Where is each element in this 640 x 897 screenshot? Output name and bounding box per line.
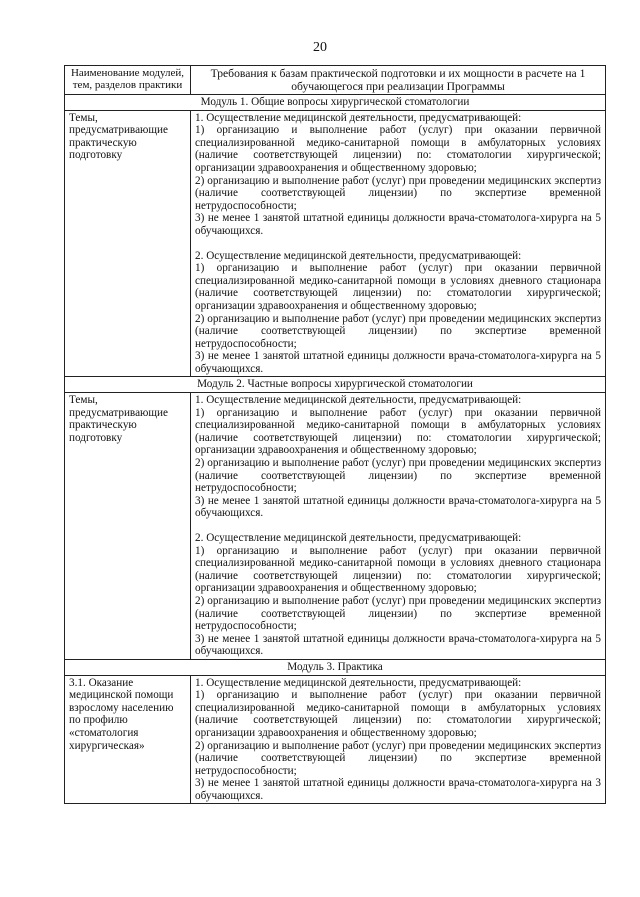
requirement-line: 2. Осуществление медицинской деятельности, предусматривающей: — [195, 249, 522, 262]
requirement-block — [195, 677, 601, 803]
requirements-cell — [191, 675, 606, 804]
requirement-line: 3) не менее 1 занятой штатной единицы должности врача-стоматолога-хирурга на 5 обучающихся. — [195, 494, 601, 520]
topic-cell: Темы, предусматривающие практическую подготовку — [65, 393, 191, 660]
requirement-block — [195, 112, 601, 238]
requirement-line: 1) организацию и выполнение работ (услуг) при оказании первичной специализированной медико-санитарной помощи в амбулаторных условиях (наличие соответствующей лицензии) по: стоматологии хирургической; организации здравоохранения и общественному здоровью; — [195, 406, 601, 457]
requirement-line: 1. Осуществление медицинской деятельности, предусматривающей: — [195, 111, 522, 124]
requirement-block — [195, 394, 601, 520]
requirement-line: 1) организацию и выполнение работ (услуг) при оказании первичной специализированной медико-санитарной помощи в амбулаторных условиях (наличие соответствующей лицензии) по: стоматологии хирургической; организации здравоохранения и общественному здоровью; — [195, 689, 601, 739]
requirement-line: 1. Осуществление медицинской деятельности, предусматривающей: — [195, 676, 522, 689]
module-title: Модуль 3. Практика — [65, 659, 606, 675]
requirements-cell — [191, 393, 606, 660]
requirement-line: 1) организацию и выполнение работ (услуг) при оказании первичной специализированной медико-санитарной помощи в условиях дневного стационара (наличие соответствующей лицензии) по: стоматологии хирургической; организации здравоохранения и общественному здоровью; — [195, 544, 601, 595]
module-title: Модуль 2. Частные вопросы хирургической стоматологии — [65, 377, 606, 393]
requirement-line: 2) организацию и выполнение работ (услуг) при проведении медицинских экспертиз (наличие соответствующей лицензии) по экспертизе временной нетрудоспособности; — [195, 594, 601, 633]
requirements-table — [64, 65, 606, 804]
requirement-line: 1) организацию и выполнение работ (услуг) при оказании первичной специализированной медико-санитарной помощи в условиях дневного стационара (наличие соответствующей лицензии) по: стоматологии хирургической; организации здравоохранения и общественному здоровью; — [195, 262, 601, 312]
requirement-line: 2) организацию и выполнение работ (услуг) при проведении медицинских экспертиз (наличие соответствующей лицензии) по экспертизе временной нетрудоспособности; — [195, 457, 601, 495]
table-header-row — [65, 66, 606, 95]
module-content-row — [65, 393, 606, 660]
requirement-line: 1. Осуществление медицинской деятельности, предусматривающей: — [195, 394, 522, 407]
requirement-line: 2) организацию и выполнение работ (услуг) при проведении медицинских экспертиз (наличие соответствующей лицензии) по экспертизе временной нетрудоспособности; — [195, 739, 601, 777]
module-content-row — [65, 675, 606, 804]
requirement-block — [195, 250, 601, 376]
module-title: Модуль 1. Общие вопросы хирургической стоматологии — [65, 95, 606, 111]
page-number: 20 — [313, 40, 327, 55]
module-title-row — [65, 377, 606, 393]
header-col-2: Требования к базам практической подготовки и их мощности в расчете на 1 обучающегося при реализации Программы — [191, 66, 606, 95]
requirement-line: 3) не менее 1 занятой штатной единицы должности врача-стоматолога-хирурга на 5 обучающихся. — [195, 212, 601, 237]
module-title-row — [65, 659, 606, 675]
requirements-cell — [191, 110, 606, 377]
header-col-1: Наименование модулей, тем, разделов практики — [65, 66, 191, 95]
requirement-line: 3) не менее 1 занятой штатной единицы должности врача-стоматолога-хирурга на 5 обучающихся. — [195, 350, 601, 375]
topic-cell: Темы, предусматривающие практическую подготовку — [65, 110, 191, 377]
requirement-line: 3) не менее 1 занятой штатной единицы должности врача-стоматолога-хирурга на 3 обучающихся. — [195, 777, 601, 802]
requirement-line: 2. Осуществление медицинской деятельности, предусматривающей: — [195, 532, 522, 544]
module-title-row — [65, 95, 606, 111]
module-content-row — [65, 110, 606, 377]
requirement-line: 1) организацию и выполнение работ (услуг) при оказании первичной специализированной медико-санитарной помощи в амбулаторных условиях (наличие соответствующей лицензии) по: стоматологии хирургической; организации здравоохранения и общественному здоровью; — [195, 124, 601, 174]
requirement-line: 2) организацию и выполнение работ (услуг) при проведении медицинских экспертиз (наличие соответствующей лицензии) по экспертизе временной нетрудоспособности; — [195, 174, 601, 212]
requirement-block — [195, 532, 601, 658]
requirement-line: 3) не менее 1 занятой штатной единицы должности врача-стоматолога-хирурга на 5 обучающихся. — [195, 632, 601, 658]
requirement-line: 2) организацию и выполнение работ (услуг) при проведении медицинских экспертиз (наличие соответствующей лицензии) по экспертизе временной нетрудоспособности; — [195, 312, 601, 350]
topic-cell: 3.1. Оказание медицинской помощи взрослому населению по профилю «стоматология хирургическая» — [65, 675, 191, 804]
